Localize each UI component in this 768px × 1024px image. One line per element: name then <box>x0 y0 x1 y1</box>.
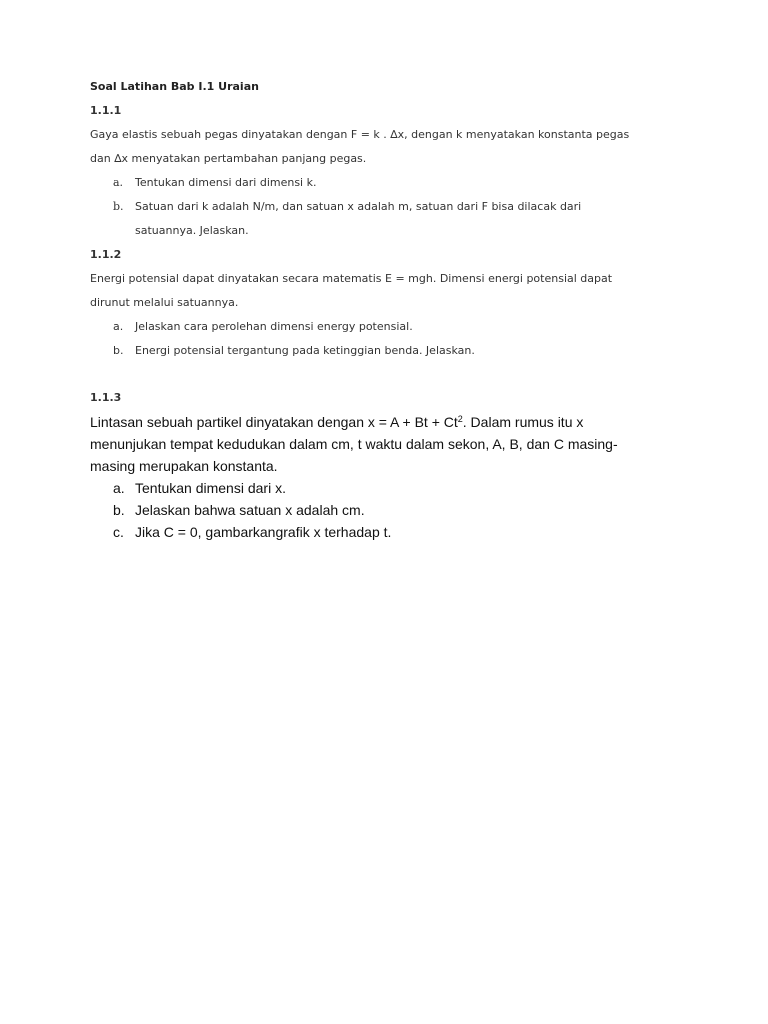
list-marker: b. <box>113 502 125 518</box>
list-marker: a. <box>113 320 124 333</box>
intro-text-post: . Dalam rumus itu x <box>462 414 584 430</box>
section-1-1-1-intro-line-1: Gaya elastis sebuah pegas dinyatakan dengan F = k . ∆x, dengan k menyatakan konstanta pegas <box>90 128 630 141</box>
list-item-text: Tentukan dimensi dari dimensi k. <box>135 176 317 189</box>
intro-text-pre: Lintasan sebuah partikel dinyatakan dengan x = A + Bt + Ct <box>90 414 458 430</box>
list-item <box>113 477 673 499</box>
section-number-1-1-1: 1.1.1 <box>90 104 122 117</box>
list-marker: a. <box>113 176 124 189</box>
list-item <box>113 195 673 243</box>
section-1-1-2-intro-line-2: dirunut melalui satuannya. <box>90 296 239 309</box>
list-item <box>113 171 673 195</box>
list-item <box>113 521 673 543</box>
section-1-1-1-intro-line-2: dan ∆x menyatakan pertambahan panjang pegas. <box>90 152 367 165</box>
section-1-1-3-intro-line-1 <box>90 411 690 433</box>
section-1-1-3-intro-line-2: menunjukan tempat kedudukan dalam cm, t waktu dalam sekon, A, B, dan C masing- <box>90 436 618 452</box>
list-item <box>113 499 673 521</box>
list-item <box>113 315 673 339</box>
section-number-1-1-3: 1.1.3 <box>90 391 122 404</box>
list-item-text: Jelaskan bahwa satuan x adalah cm. <box>135 502 365 518</box>
list-marker: b. <box>113 344 124 357</box>
document-title: Soal Latihan Bab I.1 Uraian <box>90 80 259 93</box>
list-marker: a. <box>113 480 125 496</box>
list-item-text: Jelaskan cara perolehan dimensi energy potensial. <box>135 320 413 333</box>
section-1-1-2-intro-line-1: Energi potensial dapat dinyatakan secara matematis E = mgh. Dimensi energi potensial dapat <box>90 272 613 285</box>
list-item-text-line-2: satuannya. Jelaskan. <box>135 224 249 237</box>
list-item-text: Energi potensial tergantung pada ketinggian benda. Jelaskan. <box>135 344 475 357</box>
list-item <box>113 339 673 363</box>
section-number-1-1-2: 1.1.2 <box>90 248 122 261</box>
list-item-text: Tentukan dimensi dari x. <box>135 480 286 496</box>
list-marker: c. <box>113 524 124 540</box>
section-1-1-3-intro-line-3: masing merupakan konstanta. <box>90 458 278 474</box>
list-item-text: Jika C = 0, gambarkangrafik x terhadap t. <box>135 524 392 540</box>
list-item-text-line-1: Satuan dari k adalah N/m, dan satuan x adalah m, satuan dari F bisa dilacak dari <box>135 200 582 213</box>
list-marker: b. <box>113 200 124 213</box>
exponent: 2 <box>457 414 463 424</box>
